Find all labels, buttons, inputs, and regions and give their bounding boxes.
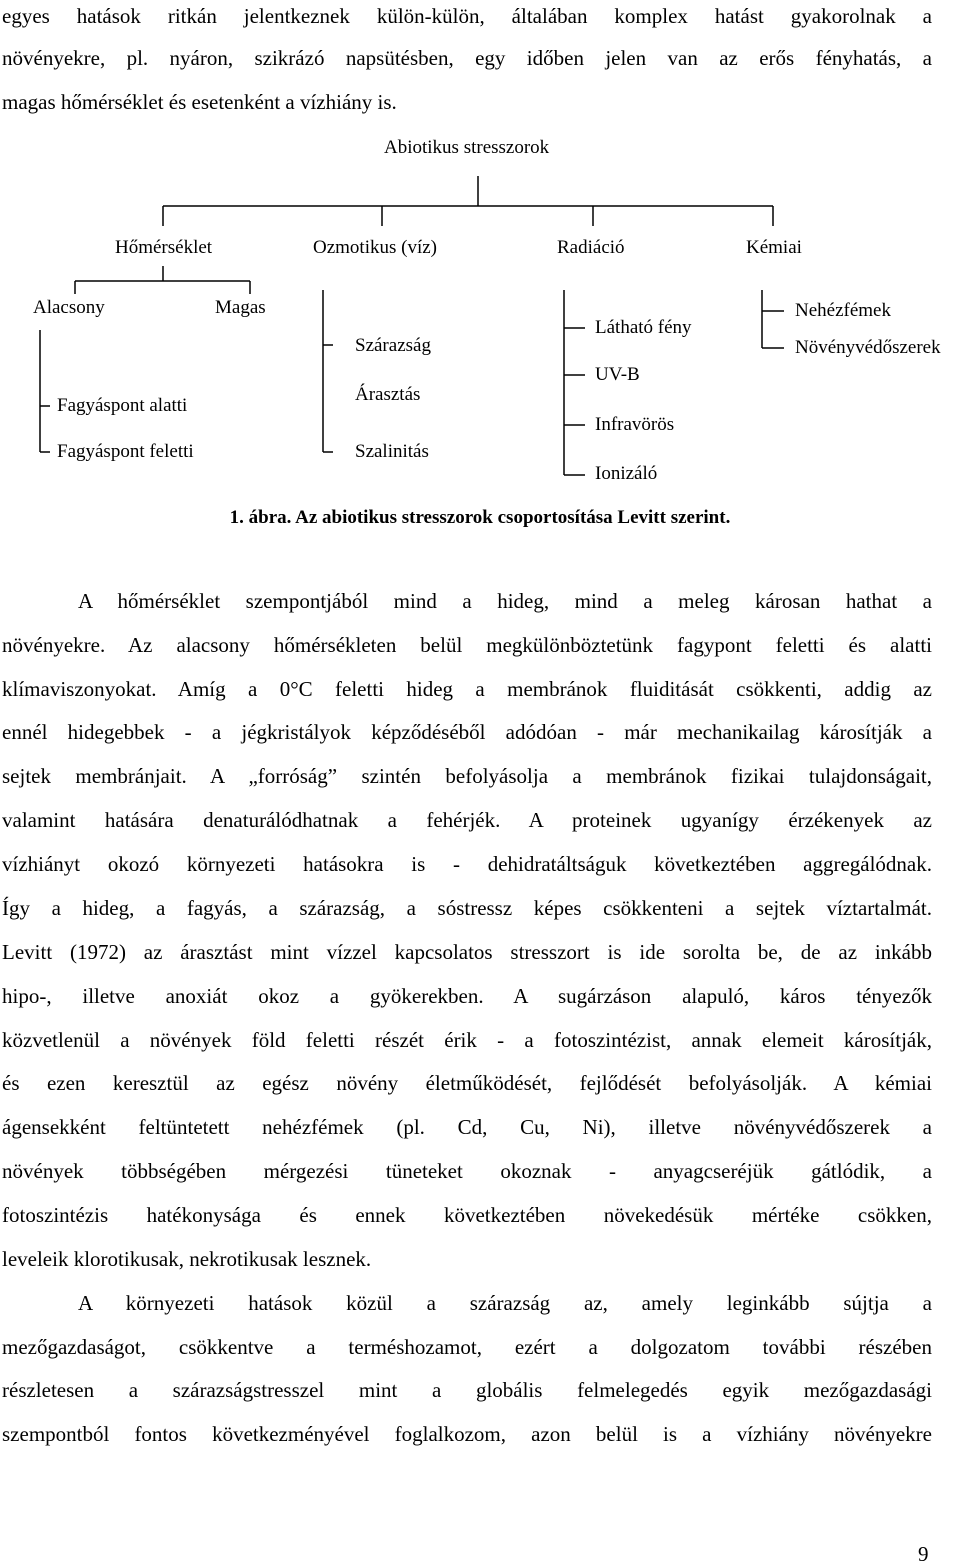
text-line: A környezeti hatások közül a szárazság az, amely leginkább sújtja a: [78, 1291, 932, 1315]
text-line: és ezen keresztül az egész növény életműködését, fejlődését befolyásolják. A kémiai: [2, 1071, 932, 1095]
text-line: növényekre. Az alacsony hőmérsékleten belül megkülönböztetünk fagypont feletti és alatti: [2, 633, 932, 657]
category-chemical: Kémiai: [746, 237, 802, 258]
text-line: ágensekként feltüntetett nehézfémek (pl. Cd, Cu, Ni), illetve növényvédőszerek a: [2, 1115, 932, 1139]
diagram-leaf: Nehézfémek: [795, 300, 891, 321]
figure-caption: 1. ábra. Az abiotikus stresszorok csoportosítása Levitt szerint.: [229, 507, 731, 528]
category-osmotic: Ozmotikus (víz): [313, 237, 438, 258]
page-number: 9: [918, 1542, 929, 1566]
text-line: vízhiányt okozó környezeti hatásokra is - dehidratáltságuk következtében aggregálódnak.: [2, 852, 932, 876]
text-line: mezőgazdaságot, csökkentve a terméshozamot, ezért a dolgozatom további részében: [2, 1335, 932, 1359]
text-line: magas hőmérséklet és esetenként a vízhiány is.: [2, 90, 397, 114]
category-temperature: Hőmérséklet: [115, 237, 213, 258]
text-line: egyes hatások ritkán jelentkeznek külön-külön, általában komplex hatást gyakorolnak a: [2, 4, 932, 28]
diagram-leaf: Szalinitás: [355, 441, 429, 462]
temperature-low: Alacsony: [33, 297, 105, 318]
text-line: sejtek membránjait. A „forróság” szintén befolyásolja a membránok fizikai tulajdonságait,: [2, 764, 932, 788]
diagram-leaf: Infravörös: [595, 414, 675, 435]
diagram-leaf: Szárazság: [355, 335, 431, 356]
diagram-leaf: Növényvédőszerek: [795, 337, 941, 358]
text-line: Így a hideg, a fagyás, a szárazság, a sóstressz képes csökkenteni a sejtek víztartalmát.: [2, 896, 932, 920]
category-radiation: Radiáció: [557, 237, 625, 258]
diagram-leaf: UV-B: [595, 364, 640, 385]
text-line: közvetlenül a növények föld feletti részét érik - a fotoszintézist, annak elemeit károsítják,: [2, 1028, 932, 1052]
text-line: növények többségében mérgezési tüneteket okoznak - anyagcseréjük gátlódik, a: [2, 1159, 932, 1183]
text-line: részletesen a szárazságstresszel mint a globális felmelegedés egyik mezőgazdasági: [2, 1378, 932, 1402]
text-line: szempontból fontos következményével foglalkozom, azon belül is a vízhiány növényekre: [2, 1422, 932, 1446]
text-line: fotoszintézis hatékonysága és ennek következtében növekedésük mértéke csökken,: [2, 1203, 932, 1227]
text-line: valamint hatására denaturálódhatnak a fehérjék. A proteinek ugyanígy érzékenyek az: [2, 808, 932, 832]
diagram-leaf: Fagyáspont feletti: [57, 441, 194, 462]
text-line: Levitt (1972) az árasztást mint vízzel kapcsolatos stresszort is ide sorolta be, de az inkább: [2, 940, 932, 964]
text-line: ennél hidegebbek - a jégkristályok képződéséből adódóan - már mechanikailag károsítják a: [2, 720, 932, 744]
text-line: növényekre, pl. nyáron, szikrázó napsütésben, egy időben jelen van az erős fényhatás, a: [2, 46, 932, 70]
diagram-leaf: Árasztás: [355, 384, 421, 405]
diagram-leaf: Ionizáló: [595, 463, 658, 484]
text-line: klímaviszonyokat. Amíg a 0°C feletti hideg a membránok fluiditását csökkenti, addig az: [2, 677, 932, 701]
diagram-leaf: Látható fény: [595, 317, 692, 338]
stressor-diagram: [0, 0, 960, 540]
diagram-root: Abiotikus stresszorok: [384, 137, 550, 158]
temperature-high: Magas: [215, 297, 266, 318]
text-line: A hőmérséklet szempontjából mind a hideg, mind a meleg károsan hathat a: [78, 589, 932, 613]
diagram-leaf: Fagyáspont alatti: [57, 395, 188, 416]
text-line: leveleik klorotikusak, nekrotikusak lesznek.: [2, 1247, 372, 1271]
text-line: hipo-, illetve anoxiát okoz a gyökerekben. A sugárzáson alapuló, káros tényezők: [2, 984, 932, 1008]
